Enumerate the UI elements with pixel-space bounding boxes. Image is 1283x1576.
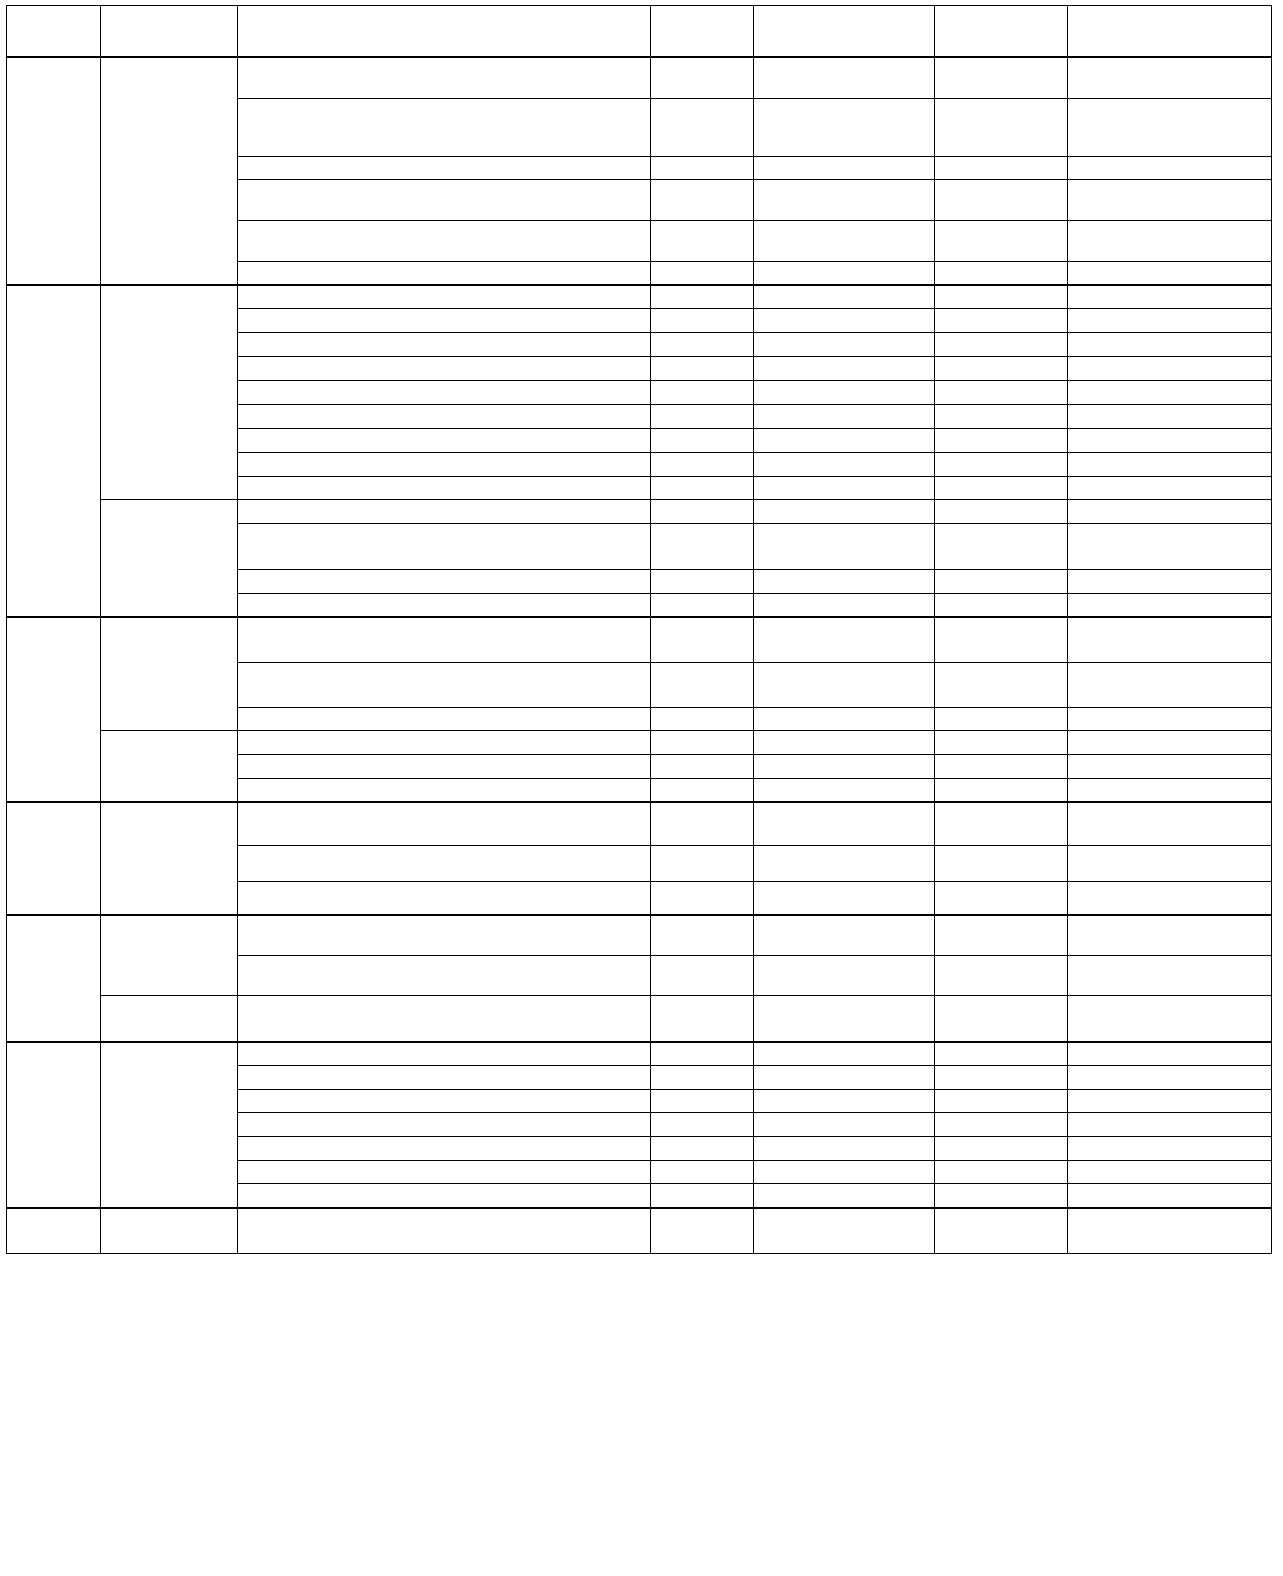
case1-value-cell (754, 453, 935, 477)
header-case2-value (1068, 6, 1272, 57)
case1-setting-cell (651, 755, 754, 779)
parameter-cell (238, 731, 651, 755)
case1-value-cell (754, 405, 935, 429)
case2-value-cell (1068, 1090, 1272, 1113)
table-row (7, 915, 1272, 956)
parameter-cell (238, 57, 651, 99)
case2-setting-cell (935, 357, 1068, 381)
parameter-cell (238, 285, 651, 309)
table-row (7, 617, 1272, 663)
case2-setting-cell (935, 333, 1068, 357)
parameter-cell (238, 99, 651, 157)
case1-value-cell (754, 755, 935, 779)
case2-value-cell (1068, 429, 1272, 453)
case1-setting-cell (651, 1208, 754, 1254)
case2-value-cell (1068, 309, 1272, 333)
header-parameter (238, 6, 651, 57)
case1-setting-cell (651, 617, 754, 663)
case2-value-cell (1068, 1113, 1272, 1137)
case2-setting-cell (935, 381, 1068, 405)
case1-setting-cell (651, 731, 754, 755)
case2-value-cell (1068, 180, 1272, 221)
case2-value-cell (1068, 333, 1272, 357)
case2-setting-cell (935, 477, 1068, 500)
parameter-cell (238, 357, 651, 381)
parameter-cell (238, 262, 651, 285)
case2-setting-cell (935, 802, 1068, 846)
case1-setting-cell (651, 846, 754, 882)
case2-setting-cell (935, 1208, 1068, 1254)
case1-value-cell (754, 1137, 935, 1161)
case1-value-cell (754, 99, 935, 157)
parameter-cell (238, 996, 651, 1042)
case2-value-cell (1068, 1161, 1272, 1184)
table-row (7, 500, 1272, 524)
case1-value-cell (754, 309, 935, 333)
case2-value-cell (1068, 802, 1272, 846)
case2-setting-cell (935, 99, 1068, 157)
case1-value-cell (754, 429, 935, 453)
module-cell-phylogenetic-analysis (7, 1042, 101, 1208)
case2-setting-cell (935, 1184, 1068, 1208)
case2-setting-cell (935, 453, 1068, 477)
parameter-cell (238, 309, 651, 333)
case1-setting-cell (651, 500, 754, 524)
case2-value-cell (1068, 477, 1272, 500)
case1-setting-cell (651, 915, 754, 956)
case1-setting-cell (651, 1066, 754, 1090)
case2-value-cell (1068, 1184, 1272, 1208)
parameter-cell (238, 405, 651, 429)
case2-value-cell (1068, 779, 1272, 802)
case1-value-cell (754, 1161, 935, 1184)
case2-value-cell (1068, 57, 1272, 99)
module-cell-input-raw-reads (7, 57, 101, 285)
case1-value-cell (754, 1066, 935, 1090)
case1-value-cell (754, 500, 935, 524)
parameter-cell (238, 1042, 651, 1066)
parameter-cell (238, 617, 651, 663)
table-row (7, 731, 1272, 755)
parameter-cell (238, 453, 651, 477)
case1-setting-cell (651, 381, 754, 405)
case2-setting-cell (935, 180, 1068, 221)
parameter-cell (238, 846, 651, 882)
case2-value-cell (1068, 915, 1272, 956)
table-row (7, 1042, 1272, 1066)
case1-setting-cell (651, 1113, 754, 1137)
process-cell (101, 57, 238, 285)
case2-value-cell (1068, 524, 1272, 570)
case1-setting-cell (651, 221, 754, 262)
header-row (7, 6, 1272, 57)
process-cell (101, 731, 238, 802)
case2-setting-cell (935, 309, 1068, 333)
parameter-cell (238, 1113, 651, 1137)
process-cell (101, 285, 238, 500)
case2-value-cell (1068, 755, 1272, 779)
case2-setting-cell (935, 617, 1068, 663)
module-cell-pre-processing (7, 285, 101, 617)
case1-setting-cell (651, 882, 754, 915)
case1-setting-cell (651, 524, 754, 570)
case2-setting-cell (935, 594, 1068, 617)
parameter-cell (238, 956, 651, 996)
case1-setting-cell (651, 453, 754, 477)
parameter-table (6, 5, 1272, 1254)
case1-value-cell (754, 594, 935, 617)
case1-setting-cell (651, 996, 754, 1042)
case2-value-cell (1068, 663, 1272, 708)
case1-setting-cell (651, 285, 754, 309)
case1-setting-cell (651, 309, 754, 333)
case1-setting-cell (651, 1137, 754, 1161)
case2-setting-cell (935, 500, 1068, 524)
case2-setting-cell (935, 846, 1068, 882)
case2-setting-cell (935, 1066, 1068, 1090)
header-module (7, 6, 101, 57)
case1-value-cell (754, 381, 935, 405)
case2-value-cell (1068, 221, 1272, 262)
process-cell (101, 500, 238, 617)
table-row (7, 1208, 1272, 1254)
case2-value-cell (1068, 1137, 1272, 1161)
case1-value-cell (754, 221, 935, 262)
case1-value-cell (754, 779, 935, 802)
case2-value-cell (1068, 956, 1272, 996)
case1-setting-cell (651, 1090, 754, 1113)
case1-value-cell (754, 731, 935, 755)
parameter-cell (238, 779, 651, 802)
case1-setting-cell (651, 333, 754, 357)
case2-setting-cell (935, 731, 1068, 755)
case1-value-cell (754, 357, 935, 381)
case2-value-cell (1068, 500, 1272, 524)
parameter-cell (238, 663, 651, 708)
module-cell-reference-based-analysis (7, 802, 101, 915)
case2-setting-cell (935, 570, 1068, 594)
parameter-cell (238, 915, 651, 956)
parameter-cell (238, 500, 651, 524)
case1-value-cell (754, 1090, 935, 1113)
case2-value-cell (1068, 1066, 1272, 1090)
table-row (7, 57, 1272, 99)
case2-setting-cell (935, 1042, 1068, 1066)
parameter-cell (238, 708, 651, 731)
case1-value-cell (754, 180, 935, 221)
table-row (7, 802, 1272, 846)
process-cell (101, 915, 238, 996)
case2-setting-cell (935, 956, 1068, 996)
case2-value-cell (1068, 381, 1272, 405)
case1-setting-cell (651, 802, 754, 846)
case1-setting-cell (651, 663, 754, 708)
case1-value-cell (754, 285, 935, 309)
parameter-cell (238, 1090, 651, 1113)
case1-value-cell (754, 882, 935, 915)
parameter-cell (238, 477, 651, 500)
process-cell (101, 1208, 238, 1254)
module-cell-assembly-and-annotation (7, 617, 101, 802)
case2-setting-cell (935, 221, 1068, 262)
case1-value-cell (754, 617, 935, 663)
case2-value-cell (1068, 453, 1272, 477)
case1-setting-cell (651, 57, 754, 99)
parameter-cell (238, 524, 651, 570)
parameter-cell (238, 1161, 651, 1184)
case1-value-cell (754, 846, 935, 882)
case2-setting-cell (935, 157, 1068, 180)
parameter-cell (238, 429, 651, 453)
case1-value-cell (754, 663, 935, 708)
case1-value-cell (754, 570, 935, 594)
case2-value-cell (1068, 262, 1272, 285)
case2-setting-cell (935, 262, 1068, 285)
case1-setting-cell (651, 779, 754, 802)
case2-value-cell (1068, 157, 1272, 180)
case1-value-cell (754, 262, 935, 285)
parameter-cell (238, 755, 651, 779)
case2-value-cell (1068, 708, 1272, 731)
case1-setting-cell (651, 357, 754, 381)
module-cell-gene-family-analysis (7, 1208, 101, 1254)
table-body (7, 57, 1272, 1254)
case1-setting-cell (651, 99, 754, 157)
case1-setting-cell (651, 180, 754, 221)
case1-value-cell (754, 956, 935, 996)
table-row (7, 996, 1272, 1042)
case2-value-cell (1068, 1208, 1272, 1254)
parameter-cell (238, 333, 651, 357)
parameter-cell (238, 882, 651, 915)
case2-value-cell (1068, 617, 1272, 663)
case1-setting-cell (651, 405, 754, 429)
parameter-cell (238, 157, 651, 180)
parameter-cell (238, 802, 651, 846)
case1-value-cell (754, 915, 935, 956)
case1-value-cell (754, 996, 935, 1042)
case1-value-cell (754, 157, 935, 180)
case2-setting-cell (935, 285, 1068, 309)
case2-value-cell (1068, 846, 1272, 882)
case1-setting-cell (651, 477, 754, 500)
process-cell (101, 996, 238, 1042)
case1-value-cell (754, 524, 935, 570)
parameter-cell (238, 1184, 651, 1208)
case2-setting-cell (935, 915, 1068, 956)
parameter-table-container (6, 5, 1272, 1254)
header-process (101, 6, 238, 57)
case1-setting-cell (651, 157, 754, 180)
parameter-cell (238, 221, 651, 262)
case2-setting-cell (935, 882, 1068, 915)
case2-setting-cell (935, 405, 1068, 429)
case2-setting-cell (935, 57, 1068, 99)
case2-value-cell (1068, 570, 1272, 594)
case2-setting-cell (935, 1090, 1068, 1113)
case2-value-cell (1068, 996, 1272, 1042)
parameter-cell (238, 1137, 651, 1161)
case2-value-cell (1068, 594, 1272, 617)
process-cell (101, 802, 238, 915)
case2-setting-cell (935, 779, 1068, 802)
case1-value-cell (754, 1042, 935, 1066)
case1-setting-cell (651, 570, 754, 594)
parameter-cell (238, 570, 651, 594)
case2-setting-cell (935, 1161, 1068, 1184)
module-cell-taxonomy-classification (7, 915, 101, 1042)
process-cell (101, 617, 238, 731)
header-case1-setting (651, 6, 754, 57)
case2-value-cell (1068, 882, 1272, 915)
parameter-cell (238, 180, 651, 221)
case2-setting-cell (935, 429, 1068, 453)
header-case1-value (754, 6, 935, 57)
case1-value-cell (754, 1113, 935, 1137)
case1-value-cell (754, 333, 935, 357)
case2-setting-cell (935, 755, 1068, 779)
case1-value-cell (754, 57, 935, 99)
case1-setting-cell (651, 1042, 754, 1066)
parameter-cell (238, 381, 651, 405)
case1-value-cell (754, 1208, 935, 1254)
case1-setting-cell (651, 429, 754, 453)
case2-setting-cell (935, 708, 1068, 731)
case2-setting-cell (935, 996, 1068, 1042)
parameter-cell (238, 1066, 651, 1090)
case2-value-cell (1068, 99, 1272, 157)
case2-value-cell (1068, 357, 1272, 381)
case2-setting-cell (935, 1113, 1068, 1137)
parameter-cell (238, 594, 651, 617)
case1-value-cell (754, 802, 935, 846)
case1-setting-cell (651, 956, 754, 996)
case2-value-cell (1068, 1042, 1272, 1066)
case1-setting-cell (651, 262, 754, 285)
case1-setting-cell (651, 1161, 754, 1184)
parameter-cell (238, 1208, 651, 1254)
case1-value-cell (754, 477, 935, 500)
case1-setting-cell (651, 594, 754, 617)
case1-setting-cell (651, 1184, 754, 1208)
table-row (7, 285, 1272, 309)
process-cell (101, 1042, 238, 1208)
case2-setting-cell (935, 1137, 1068, 1161)
case2-value-cell (1068, 405, 1272, 429)
case2-value-cell (1068, 285, 1272, 309)
case1-value-cell (754, 1184, 935, 1208)
case2-value-cell (1068, 731, 1272, 755)
case1-setting-cell (651, 708, 754, 731)
header-case2-setting (935, 6, 1068, 57)
case2-setting-cell (935, 524, 1068, 570)
case2-setting-cell (935, 663, 1068, 708)
case1-value-cell (754, 708, 935, 731)
